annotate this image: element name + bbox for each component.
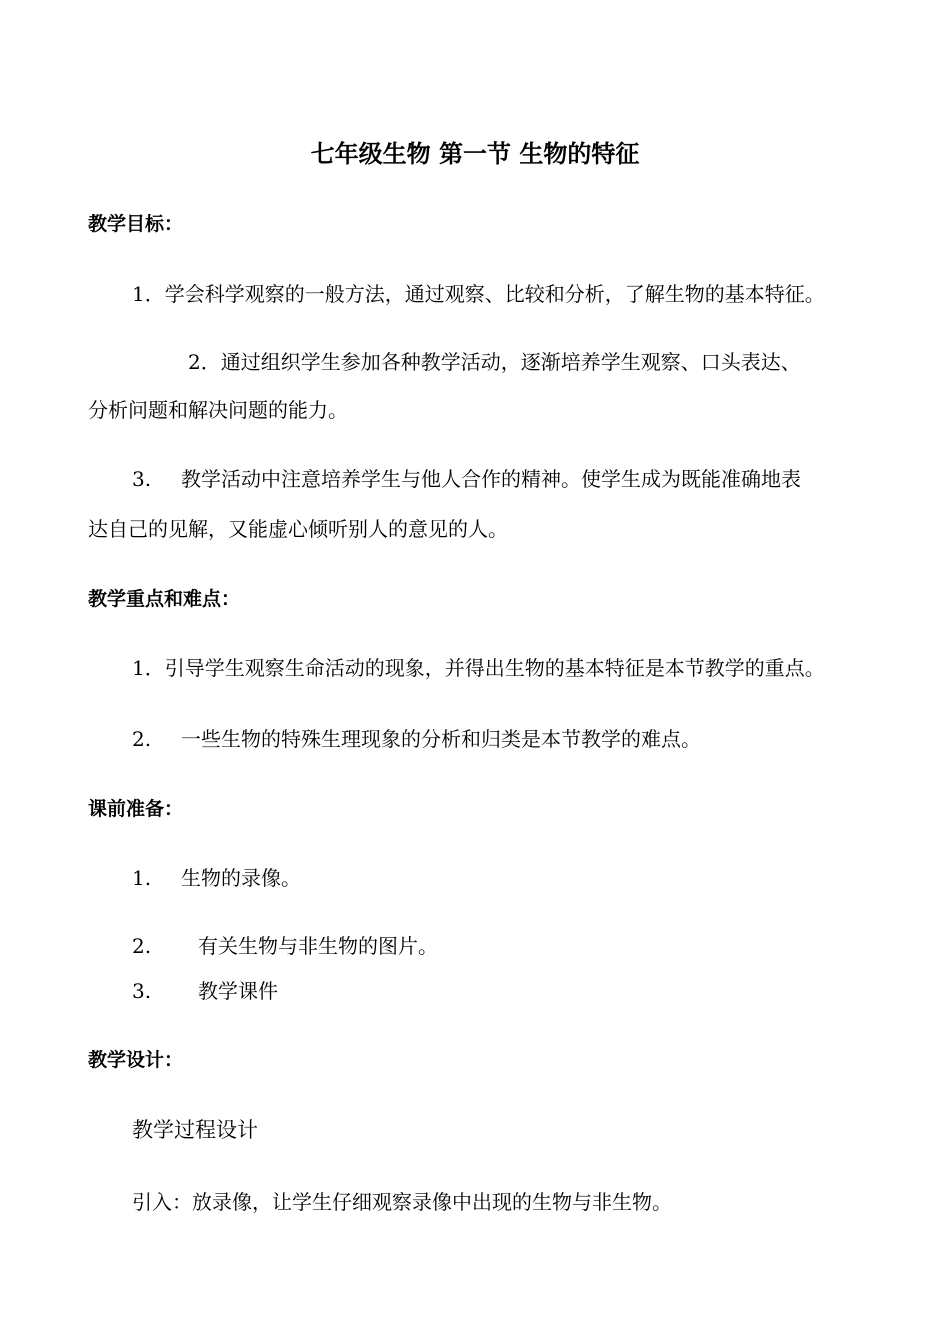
objective-item-3-number: 3. bbox=[132, 467, 152, 491]
design-subheading: 教学过程设计 bbox=[132, 1118, 258, 1142]
objective-item-3-line-1: 教学活动中注意培养学生与他人合作的精神。使学生成为既能准确地表 bbox=[181, 467, 801, 491]
key-points-heading: 教学重点和难点： bbox=[88, 588, 241, 610]
design-heading: 教学设计： bbox=[88, 1049, 184, 1071]
objective-item-2-line-2: 分析问题和解决问题的能力。 bbox=[88, 398, 348, 422]
preparation-item-3-text: 教学课件 bbox=[198, 979, 278, 1003]
preparation-item-3-number: 3. bbox=[132, 979, 152, 1003]
title-subject: 七年级生物 bbox=[310, 140, 431, 168]
objective-item-3-line-2: 达自己的见解，又能虚心倾听别人的意见的人。 bbox=[88, 517, 508, 541]
design-intro-paragraph: 引入：放录像，让学生仔细观察录像中出现的生物与非生物。 bbox=[132, 1190, 672, 1214]
preparation-item-2-number: 2. bbox=[132, 934, 152, 958]
key-point-item-2-number: 2. bbox=[132, 727, 152, 751]
objective-item-1: 1．学会科学观察的一般方法，通过观察、比较和分析，了解生物的基本特征。 bbox=[132, 282, 825, 306]
preparation-heading: 课前准备： bbox=[88, 798, 184, 820]
page-title bbox=[0, 140, 950, 168]
title-section: 第一节 bbox=[439, 140, 511, 168]
objectives-heading: 教学目标： bbox=[88, 213, 184, 235]
preparation-item-1-text: 生物的录像。 bbox=[181, 866, 301, 890]
preparation-item-1-number: 1. bbox=[132, 866, 152, 890]
title-topic: 生物的特征 bbox=[519, 140, 640, 168]
key-point-item-1: 1．引导学生观察生命活动的现象，并得出生物的基本特征是本节教学的重点。 bbox=[132, 656, 825, 680]
objective-item-2-line-1: 2．通过组织学生参加各种教学活动，逐渐培养学生观察、口头表达、 bbox=[188, 350, 801, 374]
key-point-item-2-text: 一些生物的特殊生理现象的分析和归类是本节教学的难点。 bbox=[181, 727, 701, 751]
preparation-item-2-text: 有关生物与非生物的图片。 bbox=[198, 934, 438, 958]
